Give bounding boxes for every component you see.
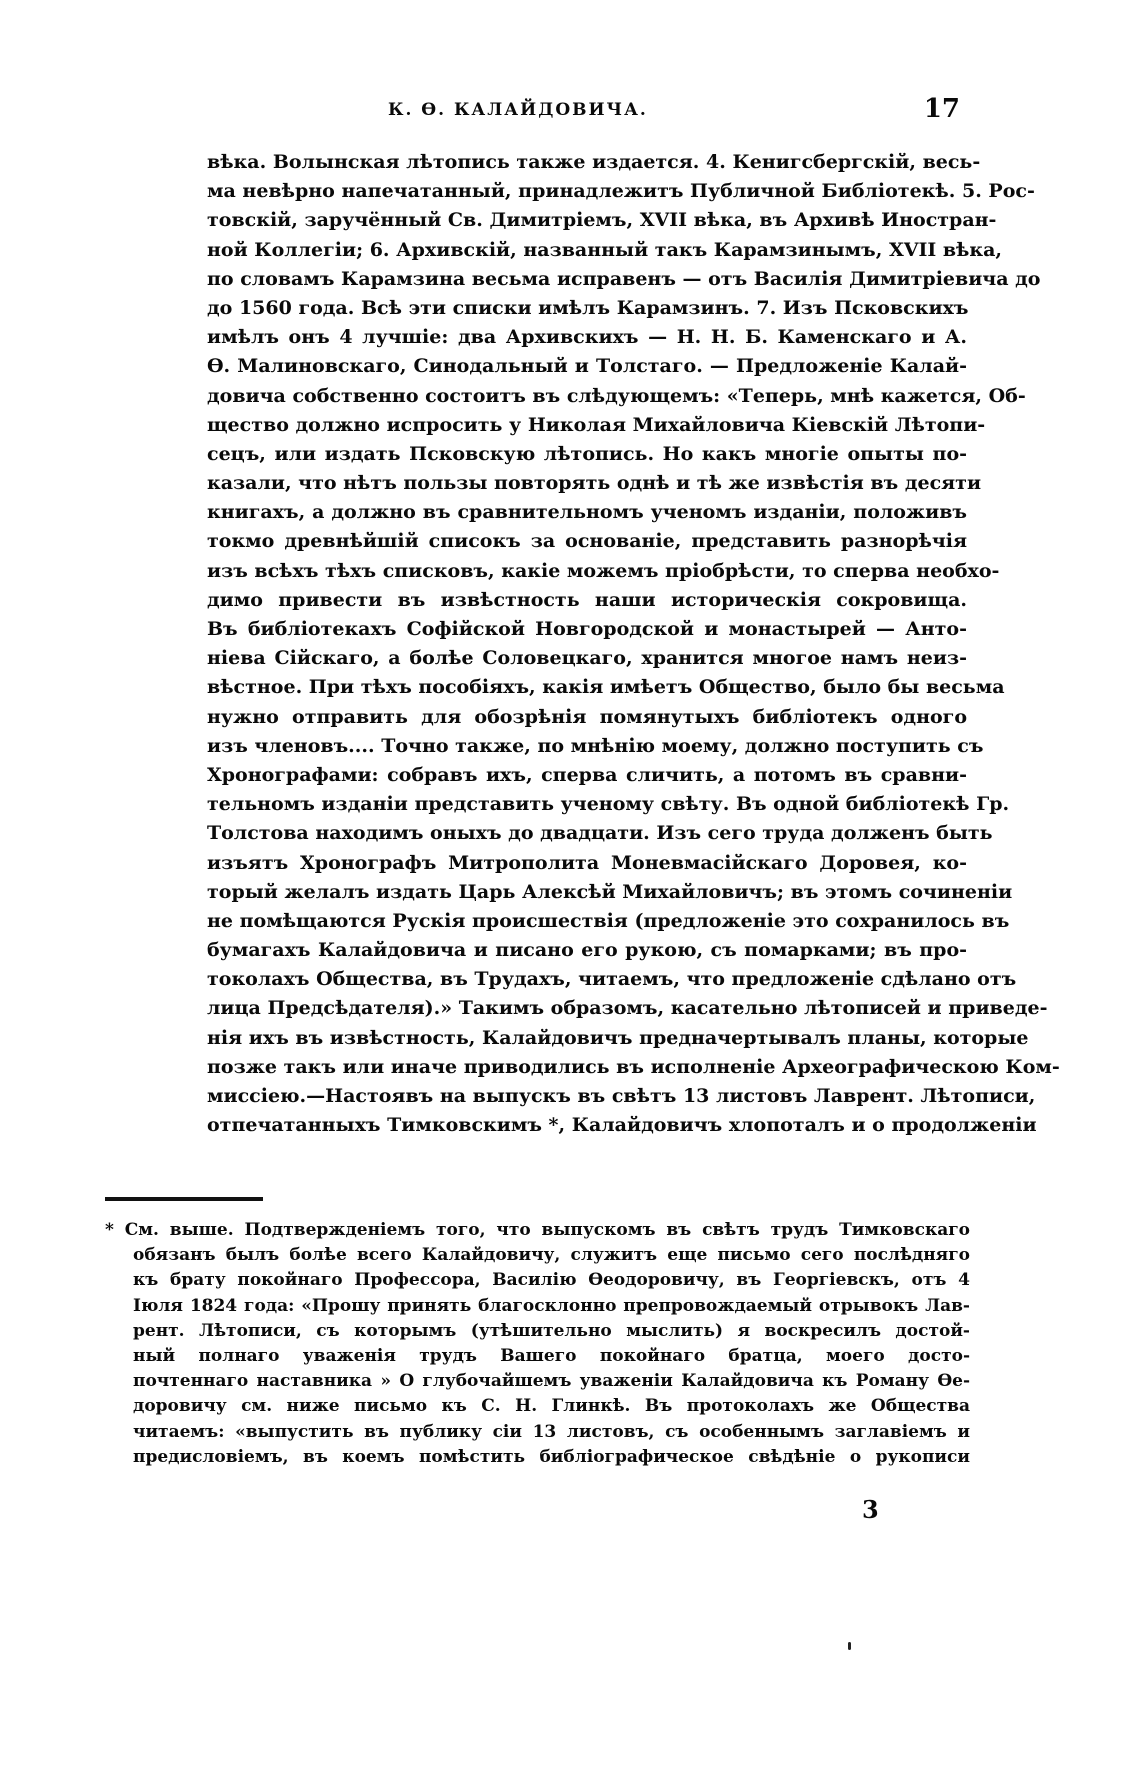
footnote-line: къ брату покойнаго Профессора, Василію Ѳеодоровичу, въ Георгіевскъ, отъ 4 xyxy=(133,1270,970,1291)
text-line: вѣка. Волынская лѣтопись также издается. 4. Кенигсбергскій, весь- xyxy=(207,151,981,173)
footnote-line: * См. выше. Подтвержденіемъ того, что выпускомъ въ свѣтъ трудъ Тимковскаго xyxy=(105,1220,970,1240)
text-line: отпечатанныхъ Тимковскимъ *, Калайдовичъ хлопоталъ и о продолженіи xyxy=(207,1114,1037,1137)
footnote-block xyxy=(105,1218,970,1470)
ink-speck xyxy=(848,1642,851,1650)
text-line: казали, что нѣтъ пользы повторять однѣ и тѣ же извѣстія въ десяти xyxy=(207,472,982,495)
text-line: по словамъ Карамзина весьма исправенъ — отъ Василія Димитріевича до xyxy=(207,267,1041,290)
footnote-line: рент. Лѣтописи, съ которымъ (утѣшительно мыслить) я воскресилъ достой- xyxy=(133,1320,970,1341)
text-line: нужно отправить для обозрѣнія помянутыхъ библіотекъ одного xyxy=(207,705,967,728)
footnote-line: читаемъ: «выпустить въ публику сіи 13 листовъ, съ особеннымъ заглавіемъ и xyxy=(133,1421,970,1442)
text-line: изъятъ Хронографъ Митрополита Моневмасійскаго Доровея, ко- xyxy=(207,851,967,874)
text-line: Въ библіотекахъ Софійской Новгородской и монастырей — Анто- xyxy=(207,618,967,640)
text-line: изъ всѣхъ тѣхъ списковъ, какіе можемъ пріобрѣсти, то сперва необхо- xyxy=(207,559,1000,582)
text-line: Ѳ. Малиновскаго, Синодальный и Толстаго. — Предложеніе Калай- xyxy=(207,355,967,378)
running-head xyxy=(200,94,960,132)
signature-mark: 3 xyxy=(862,1495,879,1524)
text-line: изъ членовъ.... Точно также, по мнѣнію моему, должно поступить съ xyxy=(207,734,984,757)
text-line: лица Предсѣдателя).» Такимъ образомъ, касательно лѣтописей и приведе- xyxy=(207,997,1048,1020)
text-line: токмо древнѣйшій списокъ за основаніе, представить разнорѣчія xyxy=(207,530,967,553)
footnote-rule xyxy=(105,1197,263,1201)
text-line: Хронографами: собравъ ихъ, сперва сличить, а потомъ въ сравни- xyxy=(207,763,967,786)
text-line: бумагахъ Калайдовича и писано его рукою, съ помарками; въ про- xyxy=(207,939,967,962)
text-line: товскій, заручённый Св. Димитріемъ, XVII вѣка, въ Архивѣ Иностран- xyxy=(207,209,997,232)
text-line: Толстова находимъ оныхъ до двадцати. Изъ сего труда долженъ быть xyxy=(207,822,993,845)
text-line: торый желалъ издать Царь Алексѣй Михайловичъ; въ этомъ сочиненіи xyxy=(207,880,1013,903)
text-line: книгахъ, а должно въ сравнительномъ ученомъ изданіи, положивъ xyxy=(207,501,967,524)
text-line: довича собственно состоитъ въ слѣдующемъ: «Теперь, мнѣ кажется, Об- xyxy=(207,384,1026,407)
text-line: тельномъ изданіи представить ученому свѣту. Въ одной библіотекѣ Гр. xyxy=(207,793,1010,816)
text-line: димо привести въ извѣстность наши историческія сокровища. xyxy=(207,588,967,611)
footnote-line: почтеннаго наставника » О глубочайшемъ уваженіи Калайдовича къ Роману Ѳе- xyxy=(133,1371,970,1392)
footnote-line: ный полнаго уваженія трудъ Вашего покойнаго братца, моего досто- xyxy=(133,1345,970,1366)
text-line: нія ихъ въ извѣстность, Калайдовичъ предначертывалъ планы, которые xyxy=(207,1026,1029,1049)
text-line: ной Коллегіи; 6. Архивскій, названный такъ Карамзинымъ, XVII вѣка, xyxy=(207,238,1003,261)
footnote-line: обязанъ былъ болѣе всего Калайдовичу, служитъ еще письмо сего послѣдняго xyxy=(133,1245,970,1266)
text-line: сецъ, или издать Псковскую лѣтопись. Но какъ многіе опыты по- xyxy=(207,442,967,465)
running-title: К. Ѳ. КАЛАЙДОВИЧА. xyxy=(388,100,648,120)
footnote-line: Іюля 1824 года: «Прошу принять благосклонно препровождаемый отрывокъ Лав- xyxy=(133,1295,970,1316)
text-line: ніева Сійскаго, а болѣе Соловецкаго, хранится многое намъ неиз- xyxy=(207,647,967,670)
main-text xyxy=(207,148,1060,1140)
page-number: 17 xyxy=(923,94,960,124)
footnote-line: доровичу см. ниже письмо къ С. Н. Глинкѣ. Въ протоколахъ же Общества xyxy=(133,1396,970,1417)
text-line: ма невѣрно напечатанный, принадлежитъ Публичной Библіотекѣ. 5. Рос- xyxy=(207,180,1035,203)
footnote-line: предисловіемъ, въ коемъ помѣстить библіографическое свѣдѣніе о рукописи xyxy=(133,1446,970,1467)
text-line: позже такъ или иначе приводились въ исполненіе Археографическою Ком- xyxy=(207,1055,1060,1078)
text-line: миссіею.—Настоявъ на выпускъ въ свѣтъ 13 листовъ Лаврент. Лѣтописи, xyxy=(207,1085,1036,1107)
text-line: не помѣщаются Рускія происшествія (предложеніе это сохранилось въ xyxy=(207,909,1010,932)
text-line: вѣстное. При тѣхъ пособіяхъ, какія имѣетъ Общество, было бы весьма xyxy=(207,676,1005,699)
text-line: токолахъ Общества, въ Трудахъ, читаемъ, что предложеніе сдѣлано отъ xyxy=(207,968,1017,991)
text-line: до 1560 года. Всѣ эти списки имѣлъ Карамзинъ. 7. Изъ Псковскихъ xyxy=(207,296,969,319)
text-line: имѣлъ онъ 4 лучшіе: два Архивскихъ — Н. Н. Б. Каменскаго и А. xyxy=(207,326,967,349)
text-line: щество должно испросить у Николая Михайловича Кіевскій Лѣтопи- xyxy=(207,413,986,436)
